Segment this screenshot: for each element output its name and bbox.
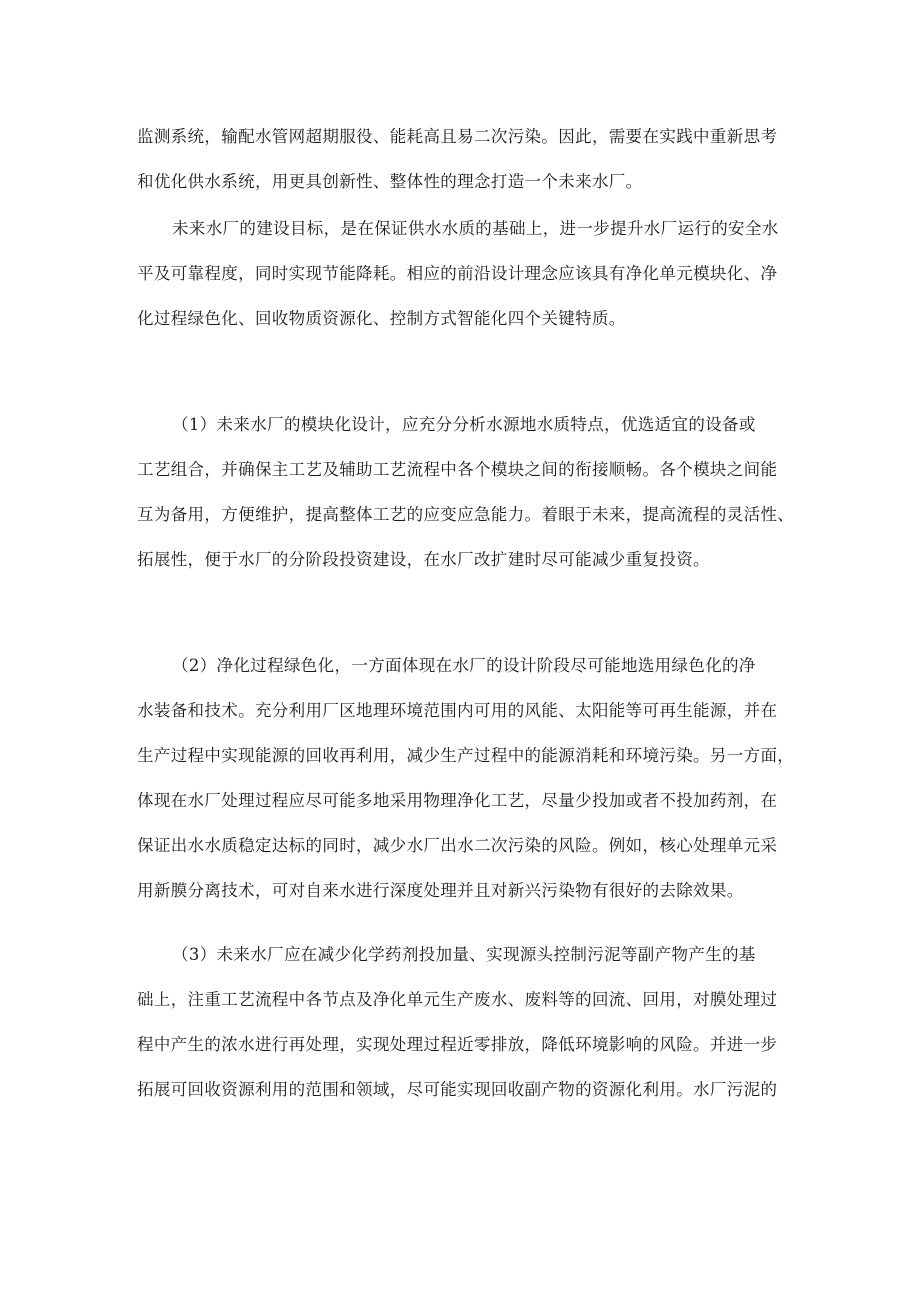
text-line: 生产过程中实现能源的回收再利用，减少生产过程中的能源消耗和环境污染。另一方面， — [137, 746, 795, 765]
text-line: 化过程绿色化、回收物质资源化、控制方式智能化四个关键特质。 — [137, 309, 626, 328]
text-line: 程中产生的浓水进行再处理，实现处理过程近零排放，降低环境影响的风险。并进一步 — [137, 1035, 778, 1054]
paragraph-item-1 — [137, 402, 795, 582]
text-line: 监测系统，输配水管网超期服役、能耗高且易二次污染。因此，需要在实践中重新思考 — [137, 127, 778, 146]
text-line: 水装备和技术。充分利用厂区地理环境范围内可用的风能、太阳能等可再生能源，并在 — [137, 701, 778, 720]
text-line: 用新膜分离技术，可对自来水进行深度处理并且对新兴污染物有很好的去除效果。 — [137, 881, 744, 900]
text-line: 工艺组合，并确保主工艺及辅助工艺流程中各个模块之间的衔接顺畅。各个模块之间能 — [137, 460, 778, 479]
text-line: 拓展性，便于水厂的分阶段投资建设，在水厂改扩建时尽可能减少重复投资。 — [137, 550, 710, 569]
paragraph-item-3 — [137, 932, 787, 1112]
text-line: （1）未来水厂的模块化设计，应充分分析水源地水质特点，优选适宜的设备或 — [172, 415, 756, 434]
paragraph-intro-continued — [137, 114, 787, 204]
paragraph-item-2 — [137, 643, 795, 913]
text-line: 体现在水厂处理过程应尽可能多地采用物理净化工艺，尽量少投加或者不投加药剂，在 — [137, 791, 778, 810]
text-line: （3）未来水厂应在减少化学药剂投加量、实现源头控制污泥等副产物产生的基 — [172, 945, 756, 964]
text-line: （2）净化过程绿色化，一方面体现在水厂的设计阶段尽可能地选用绿色化的净 — [172, 656, 756, 675]
text-line: 保证出水水质稳定达标的同时，减少水厂出水二次污染的风险。例如，核心处理单元采 — [137, 836, 778, 855]
paragraph-goal — [137, 206, 787, 341]
text-line: 平及可靠程度，同时实现节能降耗。相应的前沿设计理念应该具有净化单元模块化、净 — [137, 264, 778, 283]
text-line: 互为备用，方便维护，提高整体工艺的应变应急能力。着眼于未来，提高流程的灵活性、 — [137, 505, 795, 524]
text-line: 和优化供水系统，用更具创新性、整体性的理念打造一个未来水厂。 — [137, 172, 643, 191]
text-line: 拓展可回收资源利用的范围和领域，尽可能实现回收副产物的资源化利用。水厂污泥的 — [137, 1080, 778, 1099]
text-line: 未来水厂的建设目标，是在保证供水水质的基础上，进一步提升水厂运行的安全水 — [172, 219, 779, 238]
text-line: 础上，注重工艺流程中各节点及净化单元生产废水、废料等的回流、回用，对膜处理过 — [137, 990, 778, 1009]
